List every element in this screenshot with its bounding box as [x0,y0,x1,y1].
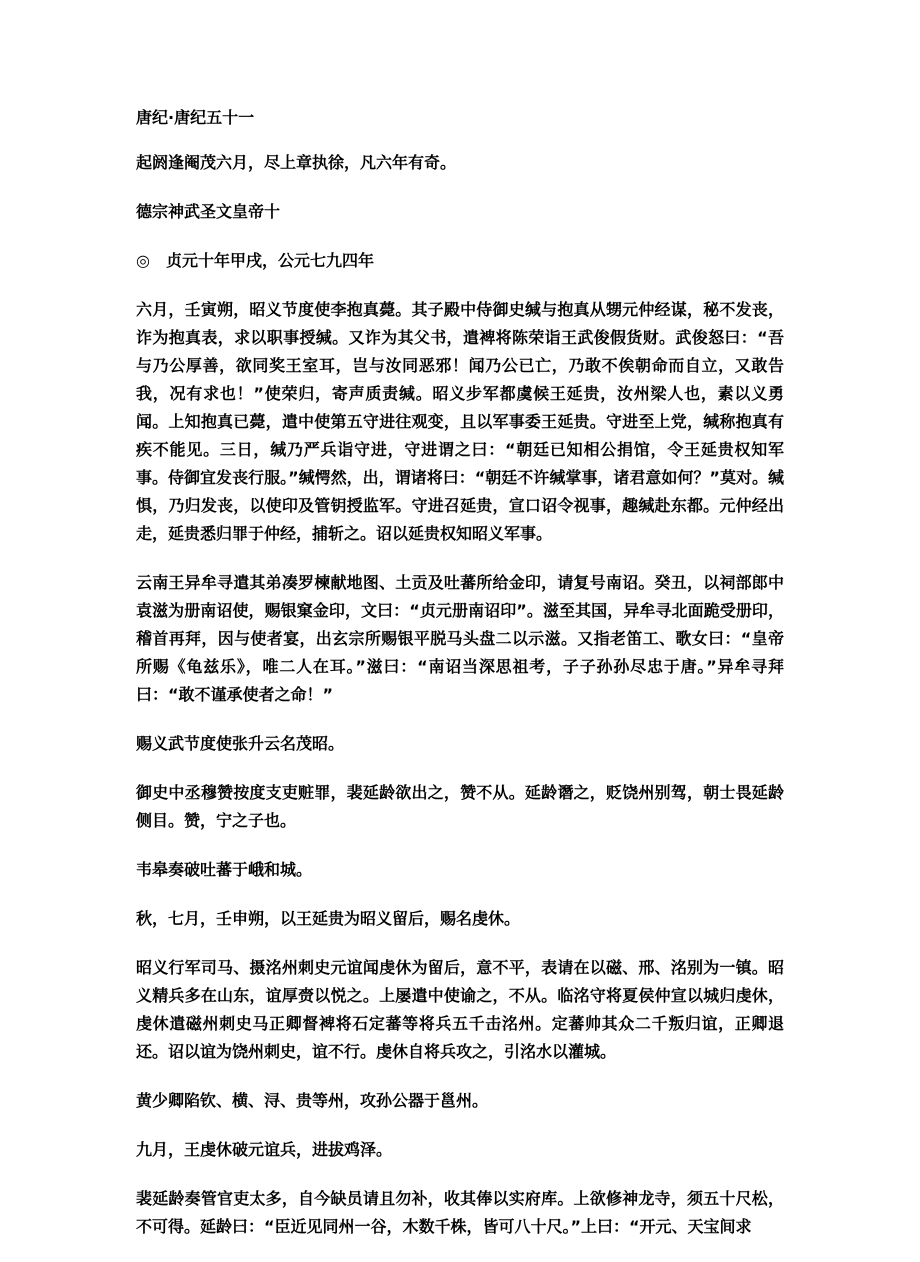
paragraph: 黄少卿陷钦、横、浔、贵等州，攻孙公器于邕州。 [136,1091,489,1110]
document-page [136,104,784,1262]
paragraph: 昭义行军司马、摄洺州刺史元谊闻虔休为留后，意不平，表请在以磁、邢、洺别为一镇。昭义精兵多在山东，谊厚赍以悦之。上屡遣中使谕之，不从。临洺守将夏侯仲宣以城归虔休，虔休遣磁州刺史马正卿督裨将石定蕃等将兵五千击洺州。定蕃帅其众二千叛归谊，正卿退还。诏以谊为饶州刺史，谊不行。虔休自将兵攻之，引洺水以灌城。 [136,958,784,1061]
paragraph: 赐义武节度使张升云名茂昭。 [136,734,345,753]
year-heading: ◎ 贞元十年甲戌，公元七九四年 [136,251,374,270]
paragraph: 秋，七月，壬申朔，以王延贵为昭义留后，赐名虔休。 [136,909,521,928]
paragraph: 御史中丞穆赞按度支吏赃罪，裴延龄欲出之，赞不从。延龄谮之，贬饶州别驾，朝士畏延龄侧目。赞，宁之子也。 [136,783,784,830]
paragraph: 九月，王虔休破元谊兵，进拔鸡泽。 [136,1140,393,1159]
paragraph: 裴延龄奏管官吏太多，自今缺员请且勿补，收其俸以实府库。上欲修神龙寺，须五十尺松，不可得。延龄曰：“臣近见同州一谷，木数千株，皆可八十尺。”上曰：“开元、天宝间求 [136,1189,784,1236]
document-subtitle: 起阏逢阉茂六月，尽上章执徐，凡六年有奇。 [136,153,457,172]
document-title: 唐纪·唐纪五十一 [136,108,255,127]
paragraph: 六月，壬寅朔，昭义节度使李抱真薨。其子殿中侍御史缄与抱真从甥元仲经谋，秘不发丧，诈为抱真表，求以职事授缄。又诈为其父书，遣裨将陈荣诣王武俊假货财。武俊怒曰：“吾与乃公厚善，欲同奖王室耳，岂与汝同恶邪！闻乃公已亡，乃敢不俟朝命而自立，又敢告我，况有求也！”使荣归，寄声质责缄。昭义步军都虞候王延贵，汝州梁人也，素以义勇闻。上知抱真已薨，遣中使第五守进往观变，且以军事委王延贵。守进至上党，缄称抱真有疾不能见。三日，缄乃严兵诣守进，守进谓之曰：“朝廷已知相公捐馆，令王延贵权知军事。侍御宜发丧行服。”缄愕然，出，谓诸将曰：“朝廷不许缄掌事，诸君意如何？”莫对。缄惧，乃归发丧，以使印及管钥授监军。守进召延贵，宣口诏令视事，趣缄赴东都。元仲经出走，延贵悉归罪于仲经，捕斩之。诏以延贵权知昭义军事。 [136,300,784,543]
paragraph: 云南王异牟寻遣其弟凑罗楝献地图、土贡及吐蕃所给金印，请复号南诏。癸丑，以祠部郎中袁滋为册南诏使，赐银窠金印，文曰：“贞元册南诏印”。滋至其国，异牟寻北面跪受册印，稽首再拜，因与使者宴，出玄宗所赐银平脱马头盘二以示滋。又指老笛工、歌女曰：“皇帝所赐《龟兹乐》，唯二人在耳。”滋曰：“南诏当深思祖考，子子孙孙尽忠于唐。”异牟寻拜曰：“敢不谨承使者之命！” [136,573,784,704]
paragraph: 韦皋奏破吐蕃于峨和城。 [136,860,313,879]
emperor-heading: 德宗神武圣文皇帝十 [136,202,281,221]
